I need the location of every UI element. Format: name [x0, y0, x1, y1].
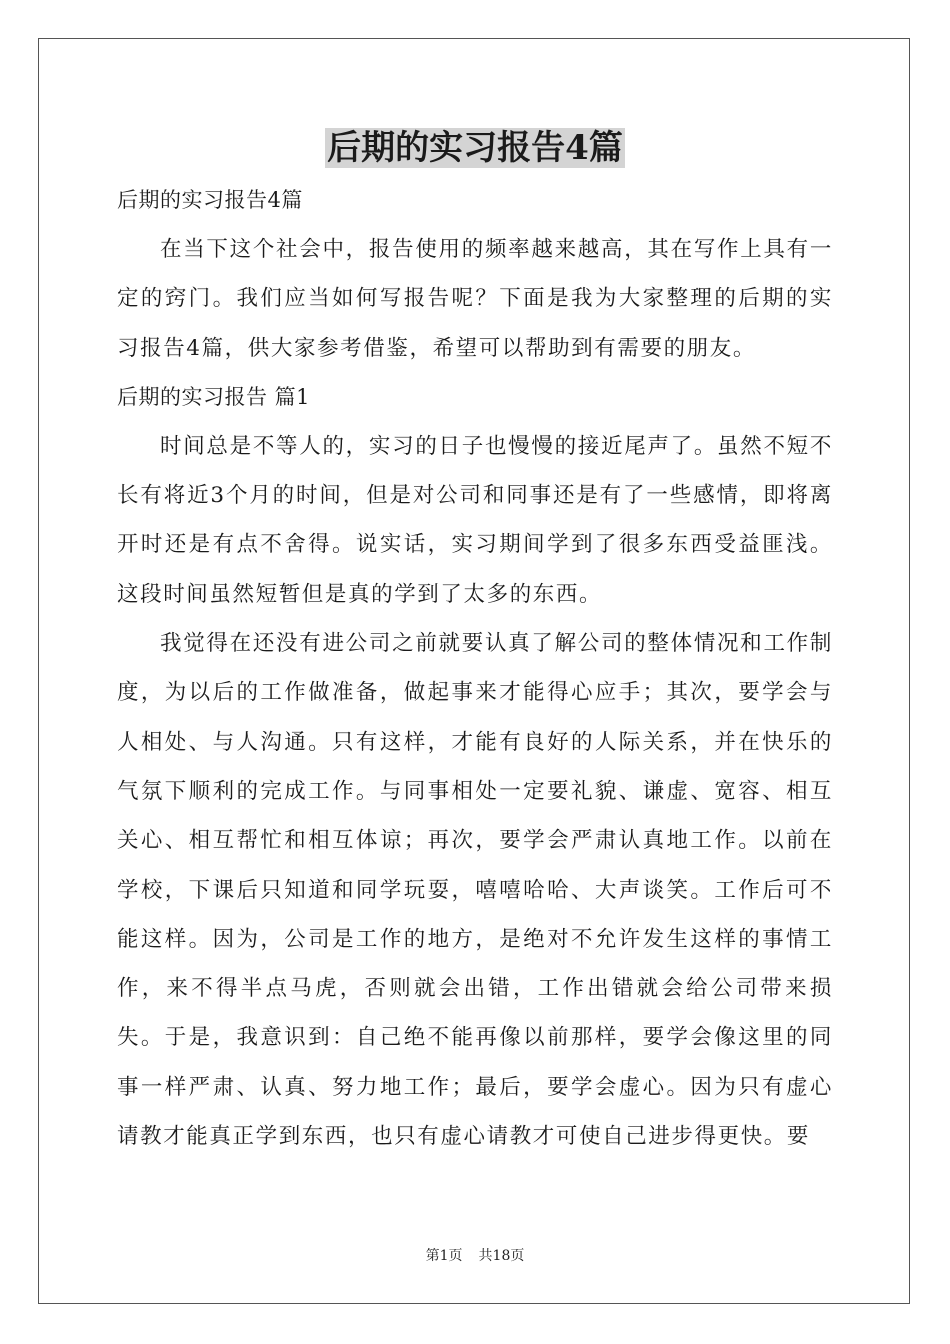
section-heading: 后期的实习报告 篇1 — [117, 384, 311, 409]
document-title — [0, 122, 950, 174]
body-paragraph-1: 时间总是不等人的，实习的日子也慢慢的接近尾声了。虽然不短不长有将近3个月的时间，但是对公司和同事还是有了一些感情，即将离开时还是有点不舍得。说实话，实习期间学到了很多东西受益匪浅。这段时间虽然短暂但是真的学到了太多的东西。 — [117, 433, 833, 607]
page-total: 共18页 — [478, 1248, 525, 1264]
document-title-text: 后期的实习报告4篇 — [327, 128, 623, 168]
document-body — [117, 176, 833, 1161]
intro-paragraph: 在当下这个社会中，报告使用的频率越来越高，其在写作上具有一定的窍门。我们应当如何写报告呢？下面是我为大家整理的后期的实习报告4篇，供大家参考借鉴，希望可以帮助到有需要的朋友。 — [117, 237, 833, 361]
document-subtitle: 后期的实习报告4篇 — [117, 188, 303, 212]
body-paragraph-2: 我觉得在还没有进公司之前就要认真了解公司的整体情况和工作制度，为以后的工作做准备，做起事来才能得心应手；其次，要学会与人相处、与人沟通。只有这样，才能有良好的人际关系，并在快乐的气氛下顺利的完成工作。与同事相处一定要礼貌、谦虚、宽容、相互关心、相互帮忙和相互体谅；再次，要学会严肃认真地工作。以前在学校，下课后只知道和同学玩耍，嘻嘻哈哈、大声谈笑。工作后可不能这样。因为，公司是工作的地方，是绝对不允许发生这样的事情工作，来不得半点马虎，否则就会出错，工作出错就会给公司带来损失。于是，我意识到：自己绝不能再像以前那样，要学会像这里的同事一样严肃、认真、努力地工作；最后，要学会虚心。因为只有虚心请教才能真正学到东西，也只有虚心请教才可使自己进步得更快。要 — [117, 631, 833, 1150]
page-footer — [0, 1246, 950, 1266]
page-number: 第1页 — [425, 1248, 463, 1264]
